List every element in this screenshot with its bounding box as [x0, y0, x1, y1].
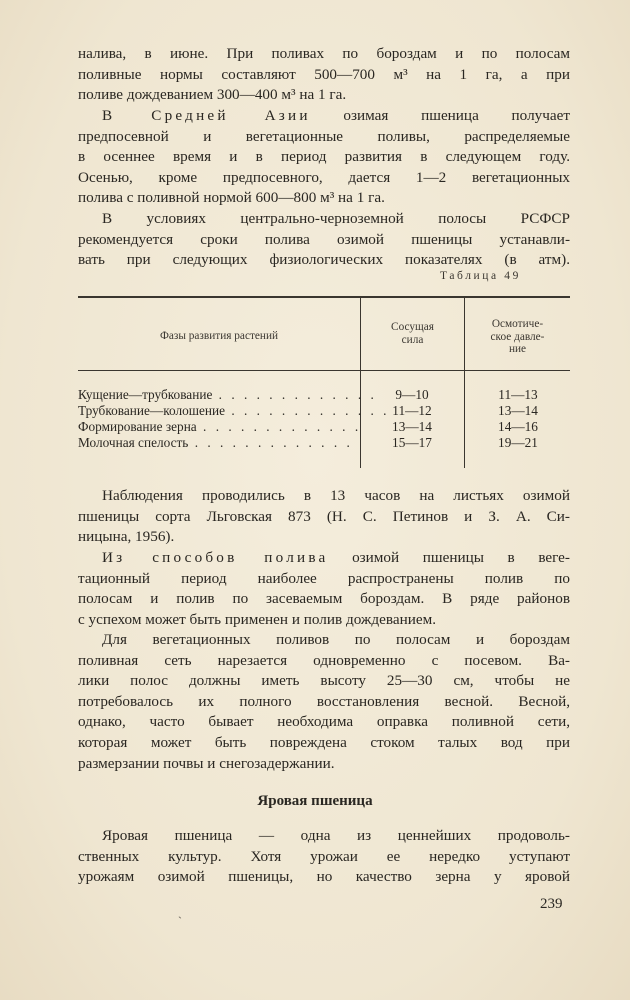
text-line: Для вегетационных поливов по полосам и бороздам: [102, 631, 570, 648]
row-phase-text: Формирование зерна: [78, 419, 197, 434]
spaced-emphasis: В Средней Азии: [102, 107, 311, 124]
text-line: которая может быть повреждена стоком талых вод при: [78, 733, 570, 751]
table-row: [78, 435, 570, 451]
table-row: [78, 403, 570, 419]
header-suction-line: Сосущая: [391, 321, 434, 333]
header-osmotic-line: ние: [508, 343, 527, 355]
text-fragment: озимой пшеницы в веге-: [328, 549, 570, 566]
table-header-rule: [78, 370, 570, 371]
row-phase: [78, 403, 390, 419]
text-line: потребовалось их полного восстановления весной. Весной,: [78, 692, 570, 710]
table-row: [78, 387, 570, 403]
text-line: поливные нормы составляют 500—700 м³ на 1 га, а при: [78, 65, 570, 83]
header-osmotic: [465, 318, 570, 356]
leader-dots: . . . . . . . . . . . . .: [225, 403, 390, 418]
row-suction: 11—12: [392, 403, 432, 418]
text-line: размерзании почвы и снегозадержании.: [78, 754, 335, 772]
text-line: налива, в июне. При поливах по бороздам и по полосам: [78, 45, 570, 62]
row-suction: 15—17: [392, 435, 432, 450]
text-line: ственных культур. Хотя урожаи ее нередко уступают: [78, 847, 570, 865]
paragraph-irrigation-norms: [78, 44, 570, 106]
header-suction: [361, 321, 464, 346]
header-osmotic-line: Осмотиче-: [491, 318, 544, 330]
leader-dots: . . . . . . . . . . . . .: [212, 387, 377, 402]
paragraph-observations: [78, 486, 570, 548]
text-line: предпосевной и вегетационные поливы, распределяемые: [78, 127, 570, 145]
row-phase-text: Трубкование—колошение: [78, 403, 226, 418]
leader-dots: . . . . . . . . . . . . .: [196, 419, 362, 434]
text-line: [78, 548, 570, 569]
row-phase-text: Кущение—трубкование: [78, 387, 213, 402]
paragraph-central-asia: [78, 106, 570, 209]
text-line: тационный период наиболее распространены полив по: [78, 569, 570, 587]
row-phase: [78, 435, 360, 451]
row-suction: 13—14: [392, 419, 432, 434]
physiology-table: [78, 296, 570, 468]
text-line: пшеницы сорта Льговская 873 (Н. С. Петинов и З. А. Си-: [78, 507, 570, 525]
text-line: Осенью, кроме предпосевного, дается 1—2 вегетационных: [78, 168, 570, 186]
text-line: поливе дождеванием 300—400 м³ на 1 га.: [78, 86, 347, 104]
header-osmotic-line: ское давле-: [490, 330, 545, 343]
header-phase: Фазы развития растений: [159, 330, 279, 342]
text-line: в осеннее время и в период развития в следующем году.: [78, 148, 570, 166]
text-line: урожаям озимой пшеницы, но качество зерна у яровой: [78, 868, 570, 886]
row-phase-text: Молочная спелость: [78, 435, 189, 450]
spaced-emphasis: Из способов полива: [102, 549, 329, 566]
text-line: [78, 106, 570, 127]
page-number: 239: [540, 896, 563, 912]
text-line: однако, часто бывает необходима оправка поливной сети,: [78, 713, 570, 731]
table-top-rule: [78, 296, 570, 298]
text-line: ницына, 1956).: [78, 528, 175, 546]
table-row: [78, 419, 570, 435]
row-osmotic: 19—21: [498, 435, 538, 450]
row-osmotic: 11—13: [498, 387, 538, 402]
paragraph-irrigation-network: [78, 630, 570, 774]
text-line: полива с поливной нормой 600—800 м³ на 1 га.: [78, 189, 385, 207]
text-line: лики полос должны иметь высоту 25—30 см, чтобы не: [78, 672, 570, 690]
text-line: В условиях центрально-черноземной полосы РСФСР: [102, 210, 570, 227]
leader-dots: . . . . . . . . . . . . .: [188, 435, 353, 450]
text-line: рекомендуется сроки полива озимой пшеницы устанавли-: [78, 230, 570, 248]
text-fragment: озимая пшеница получает: [310, 107, 571, 124]
row-phase: [78, 387, 377, 403]
table-caption: Таблица 49: [440, 270, 521, 282]
text-line: поливная сеть нарезается одновременно с посевом. Ва-: [78, 651, 570, 669]
text-line: Наблюдения проводились в 13 часов на листьях озимой: [102, 487, 570, 504]
print-mark: `: [178, 914, 182, 928]
text-line: Яровая пшеница — одна из ценнейших продоволь-: [102, 827, 570, 844]
text-line: полосам и полив по засеваемым бороздам. В ряде районов: [78, 590, 570, 608]
paragraph-rsfsr-conditions: [78, 209, 570, 271]
text-line: с успехом может быть применен и полив дождеванием.: [78, 610, 436, 628]
paragraph-spring-wheat: [78, 826, 570, 888]
section-heading: Яровая пшеница: [257, 793, 373, 809]
paragraph-irrigation-methods: [78, 548, 570, 630]
text-line: вать при следующих физиологических показателях (в атм).: [78, 251, 570, 269]
row-osmotic: 14—16: [498, 419, 538, 434]
row-suction: 9—10: [395, 387, 429, 402]
row-osmotic: 13—14: [498, 403, 538, 418]
header-suction-line: сила: [401, 333, 424, 346]
row-phase: [78, 419, 360, 435]
